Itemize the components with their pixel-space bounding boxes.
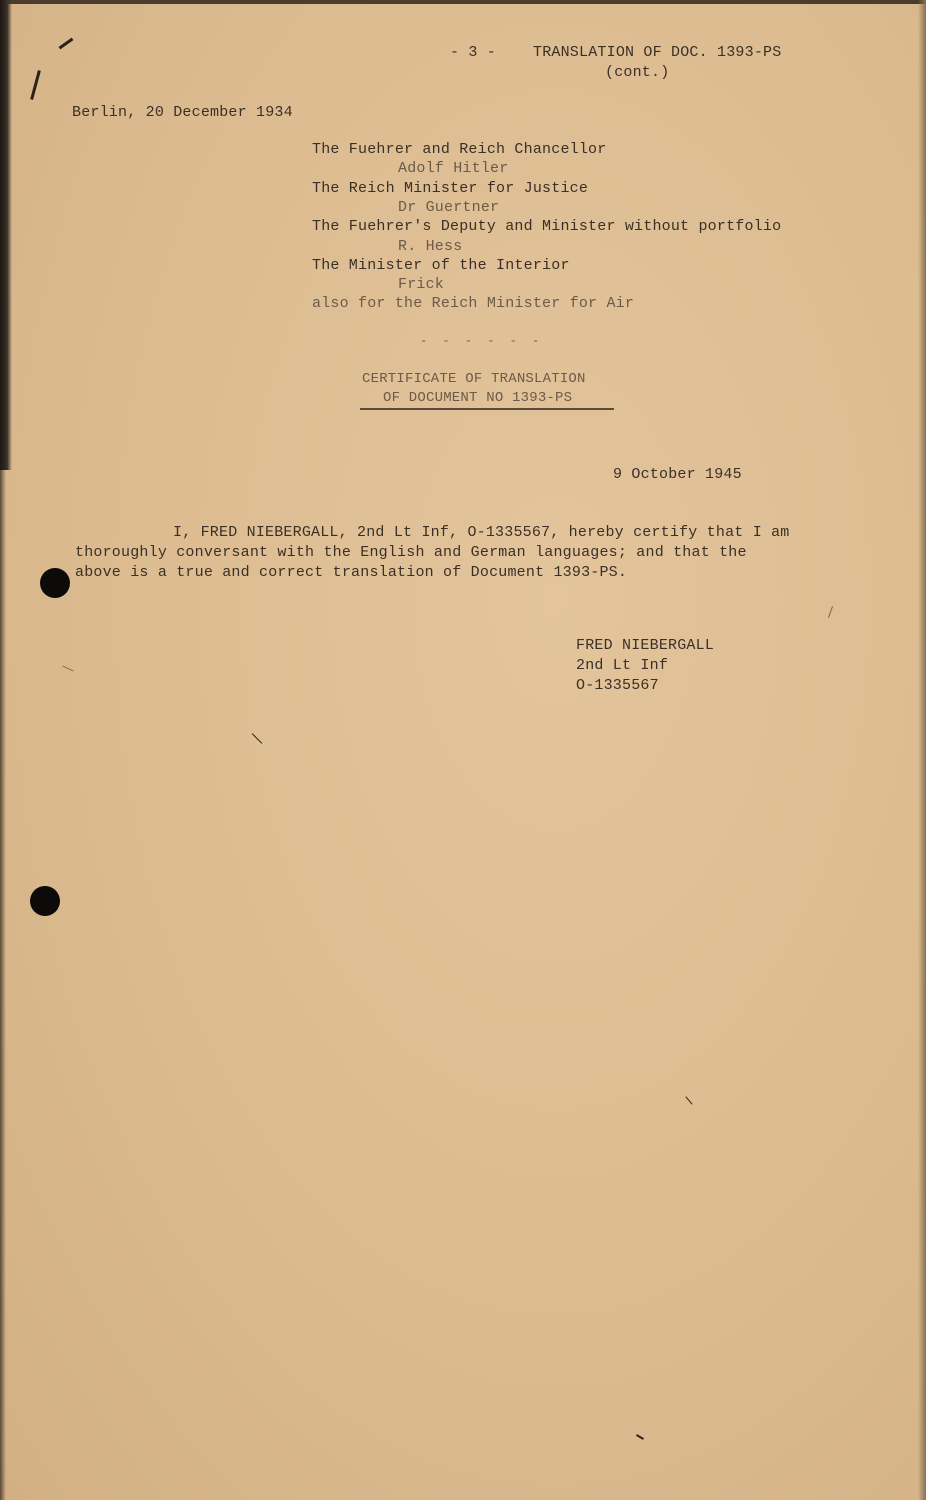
signature-serial: O-1335567 <box>576 677 659 694</box>
pencil-mark <box>59 38 74 50</box>
left-binding-edge <box>0 0 12 470</box>
certificate-title: CERTIFICATE OF TRANSLATION <box>362 371 586 387</box>
dateline: Berlin, 20 December 1934 <box>72 104 293 121</box>
certificate-subtitle: OF DOCUMENT NO 1393-PS <box>383 390 573 406</box>
certificate-body-line: thoroughly conversant with the English and German languages; and that the <box>75 544 747 561</box>
continued-label: (cont.) <box>605 64 670 81</box>
pencil-mark <box>30 70 41 100</box>
punch-hole <box>40 568 70 598</box>
signatory-name: Dr Guertner <box>398 199 500 216</box>
page-number: - 3 - <box>450 44 497 61</box>
punch-hole <box>30 886 60 916</box>
stray-mark <box>62 666 73 672</box>
separator: - - - - - - <box>420 334 544 348</box>
signatory-role: The Reich Minister for Justice <box>312 180 589 197</box>
signatory-role: The Minister of the Interior <box>312 257 570 274</box>
left-edge-shadow <box>0 470 6 1500</box>
right-edge-shadow <box>918 0 926 1500</box>
signature-rank: 2nd Lt Inf <box>576 657 669 674</box>
signatory-name: Adolf Hitler <box>398 160 509 177</box>
signatory-role: The Fuehrer and Reich Chancellor <box>312 141 607 158</box>
stray-mark <box>636 1434 644 1440</box>
stray-mark <box>685 1096 692 1104</box>
certificate-date: 9 October 1945 <box>613 466 742 483</box>
certificate-body-line: I, FRED NIEBERGALL, 2nd Lt Inf, O-1335567, hereby certify that I am <box>173 524 790 541</box>
document-title: TRANSLATION OF DOC. 1393-PS <box>533 44 782 61</box>
stray-mark <box>828 606 833 618</box>
certificate-underline <box>360 408 614 410</box>
stray-mark <box>252 733 263 744</box>
certificate-body-line: above is a true and correct translation of Document 1393-PS. <box>75 564 628 581</box>
signature-name: FRED NIEBERGALL <box>576 637 715 654</box>
signatory-name: R. Hess <box>398 238 463 255</box>
top-edge <box>0 0 926 4</box>
also-line: also for the Reich Minister for Air <box>312 295 635 312</box>
signatory-name: Frick <box>398 276 445 293</box>
signatory-role: The Fuehrer's Deputy and Minister without portfolio <box>312 218 782 235</box>
